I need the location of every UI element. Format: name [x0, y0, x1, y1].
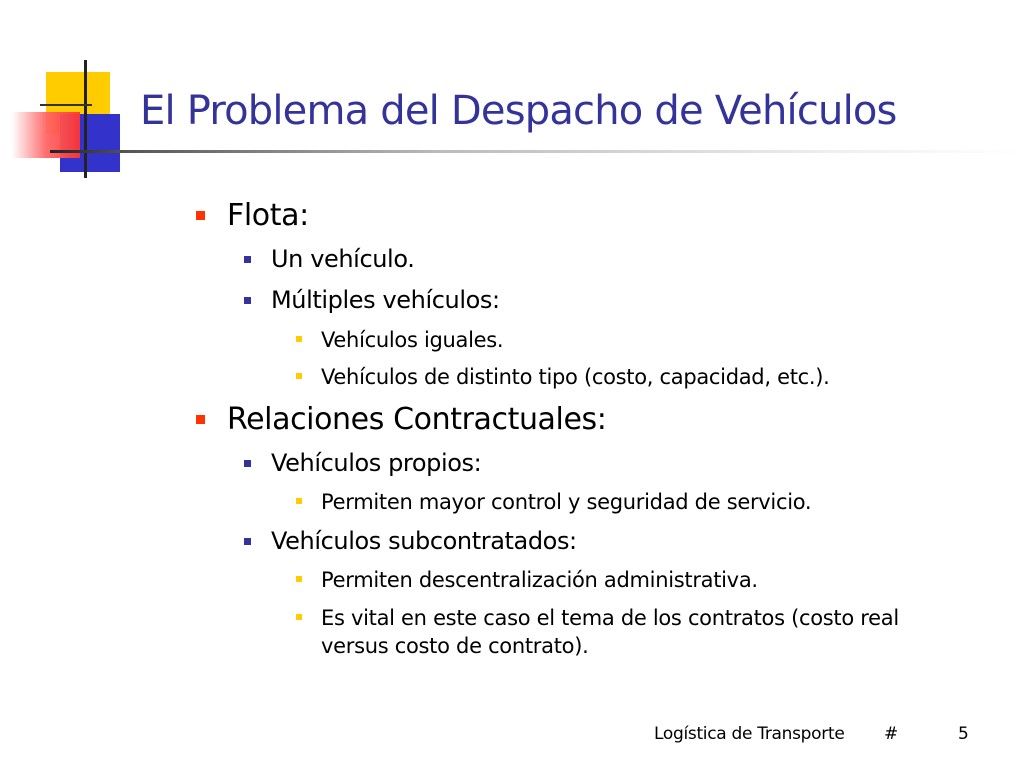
footer-page-number: 5 [958, 724, 969, 744]
bullet-vehiculos-distinto-tipo [296, 363, 830, 391]
square-bullet-icon [244, 297, 251, 304]
bullet-text: Permiten descentralización administrativa. [321, 568, 758, 592]
bullet-vehiculos-subcontratados [244, 526, 577, 557]
square-bullet-icon [296, 498, 302, 504]
footer-hash: # [884, 724, 899, 744]
bullet-permiten-mayor-control [296, 488, 811, 516]
slide-title: El Problema del Despacho de Vehículos [140, 88, 897, 134]
bullet-es-vital [296, 604, 971, 661]
bullet-text: Es vital en este caso el tema de los contratos (costo real versus costo de contrato). [321, 606, 899, 659]
square-bullet-icon [244, 460, 251, 467]
bullet-flota [196, 196, 309, 235]
square-bullet-icon [296, 336, 302, 342]
bullet-relaciones-contractuales [196, 400, 606, 439]
bullet-text: Flota: [227, 198, 309, 233]
bullet-text: Múltiples vehículos: [271, 286, 500, 314]
square-bullet-icon [196, 211, 205, 220]
bullet-text: Vehículos subcontratados: [271, 527, 577, 555]
bullet-text: Un vehículo. [271, 245, 415, 273]
square-bullet-icon [244, 256, 251, 263]
bullet-text: Vehículos propios: [271, 449, 482, 477]
bullet-text: Vehículos de distinto tipo (costo, capacidad, etc.). [321, 365, 830, 389]
bullet-text: Relaciones Contractuales: [227, 402, 607, 437]
bullet-vehiculos-propios [244, 448, 481, 479]
square-bullet-icon [296, 373, 302, 379]
bullet-vehiculos-iguales [296, 326, 503, 354]
square-bullet-icon [244, 538, 251, 545]
bullet-permiten-descentralizacion [296, 566, 758, 594]
footer-course-title: Logística de Transporte [654, 724, 845, 744]
square-bullet-icon [296, 576, 302, 582]
bullet-text: Vehículos iguales. [321, 328, 504, 352]
bullet-multiples-vehiculos [244, 285, 500, 316]
bullet-text: Permiten mayor control y seguridad de servicio. [321, 490, 812, 514]
square-bullet-icon [296, 614, 302, 620]
bullet-un-vehiculo [244, 244, 414, 275]
square-bullet-icon [196, 415, 205, 424]
